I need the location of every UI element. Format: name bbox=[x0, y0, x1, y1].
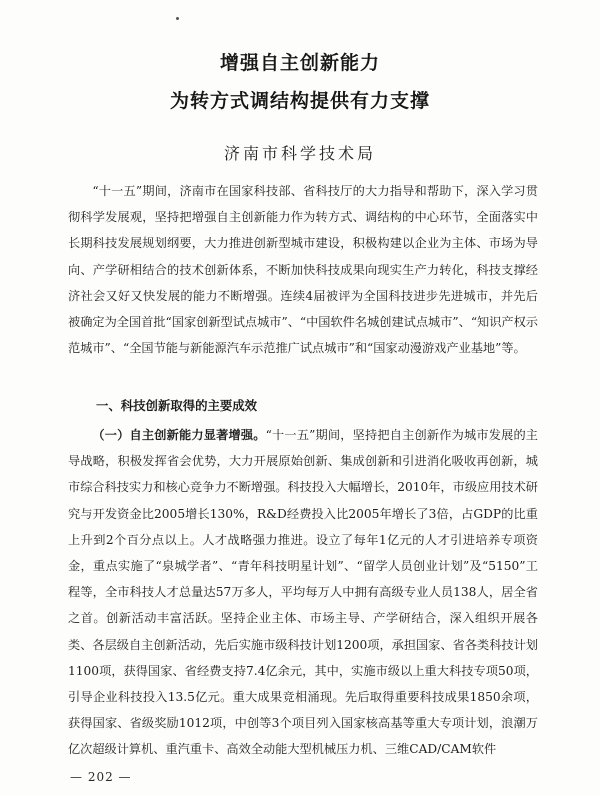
document-title-line2: 为转方式调结构提供有力支撑 bbox=[169, 90, 430, 112]
paragraph-innovation-text: “十一五”期间，坚持把自主创新作为城市发展的主导战略，积极发挥省会优势，大力开展原始创新、集成创新和引进消化吸收再创新，城市综合科技实力和核心竞争力不断增强。科技投入大幅增长，2010年，市级应用技术研究与开发资金比2005增长130%，R&D经费投入比2005年增长了3倍，占GDP的比重上升到2个百分点以上。人才战略强力推进。设立了每年1亿元的人才引进培养专项资金，重点实施了“泉城学者”、“青年科技明星计划”、“留学人员创业计划”及“5150”工程等，全市科技人才总量达57万多人，平均每万人中拥有高级专业人员138人，居全省之首。创新活动丰富活跃。坚持企业主体、市场主导、产学研结合，深入组织开展各类、各层级自主创新活动，先后实施市级科技计划1200项，承担国家、省各类科技计划1100项，获得国家、省经费支持7.4亿余元，其中，实施市级以上重大科技专项50项，引导企业科技投入13.5亿元。重大成果竞相涌现。先后取得重要科技成果1850余项，获得国家、省级奖励1012项，中创等3个项目列入国家核高基等重大专项计划，浪潮万亿次超级计算机、重汽重卡、高效全动能大型机械压力机、三维CAD/CAM软件 bbox=[68, 428, 538, 757]
paragraph-innovation bbox=[68, 422, 538, 763]
document-author: 济南市科学技术局 bbox=[223, 144, 376, 163]
paragraph-lead: （一）自主创新能力显著增强。 bbox=[92, 428, 266, 442]
page-number: — 202 — bbox=[70, 770, 132, 784]
paragraph-intro: “十一五”期间，济南市在国家科技部、省科技厅的大力指导和帮助下，深入学习贯彻科学发展观，坚持把增强自主创新能力作为转方式、调结构的中心环节，全面落实中长期科技发展规划纲要，大力推进创新型城市建设，积极构建以企业为主体、市场为导向、产学研相结合的技术创新体系，不断加快科技成果向现实生产力转化，科技支撑经济社会又好又快发展的能力不断增强。连续4届被评为全国科技进步先进城市，并先后被确定为全国首批“国家创新型试点城市”、“中国软件名城创建试点城市”、“知识产权示范城市”、“全国节能与新能源汽车示范推广试点城市”和“国家动漫游戏产业基地”等。 bbox=[68, 184, 538, 356]
document-title-line1: 增强自主创新能力 bbox=[219, 52, 380, 74]
section-heading: 一、科技创新取得的主要成效 bbox=[96, 398, 258, 413]
scan-speck bbox=[176, 17, 179, 20]
